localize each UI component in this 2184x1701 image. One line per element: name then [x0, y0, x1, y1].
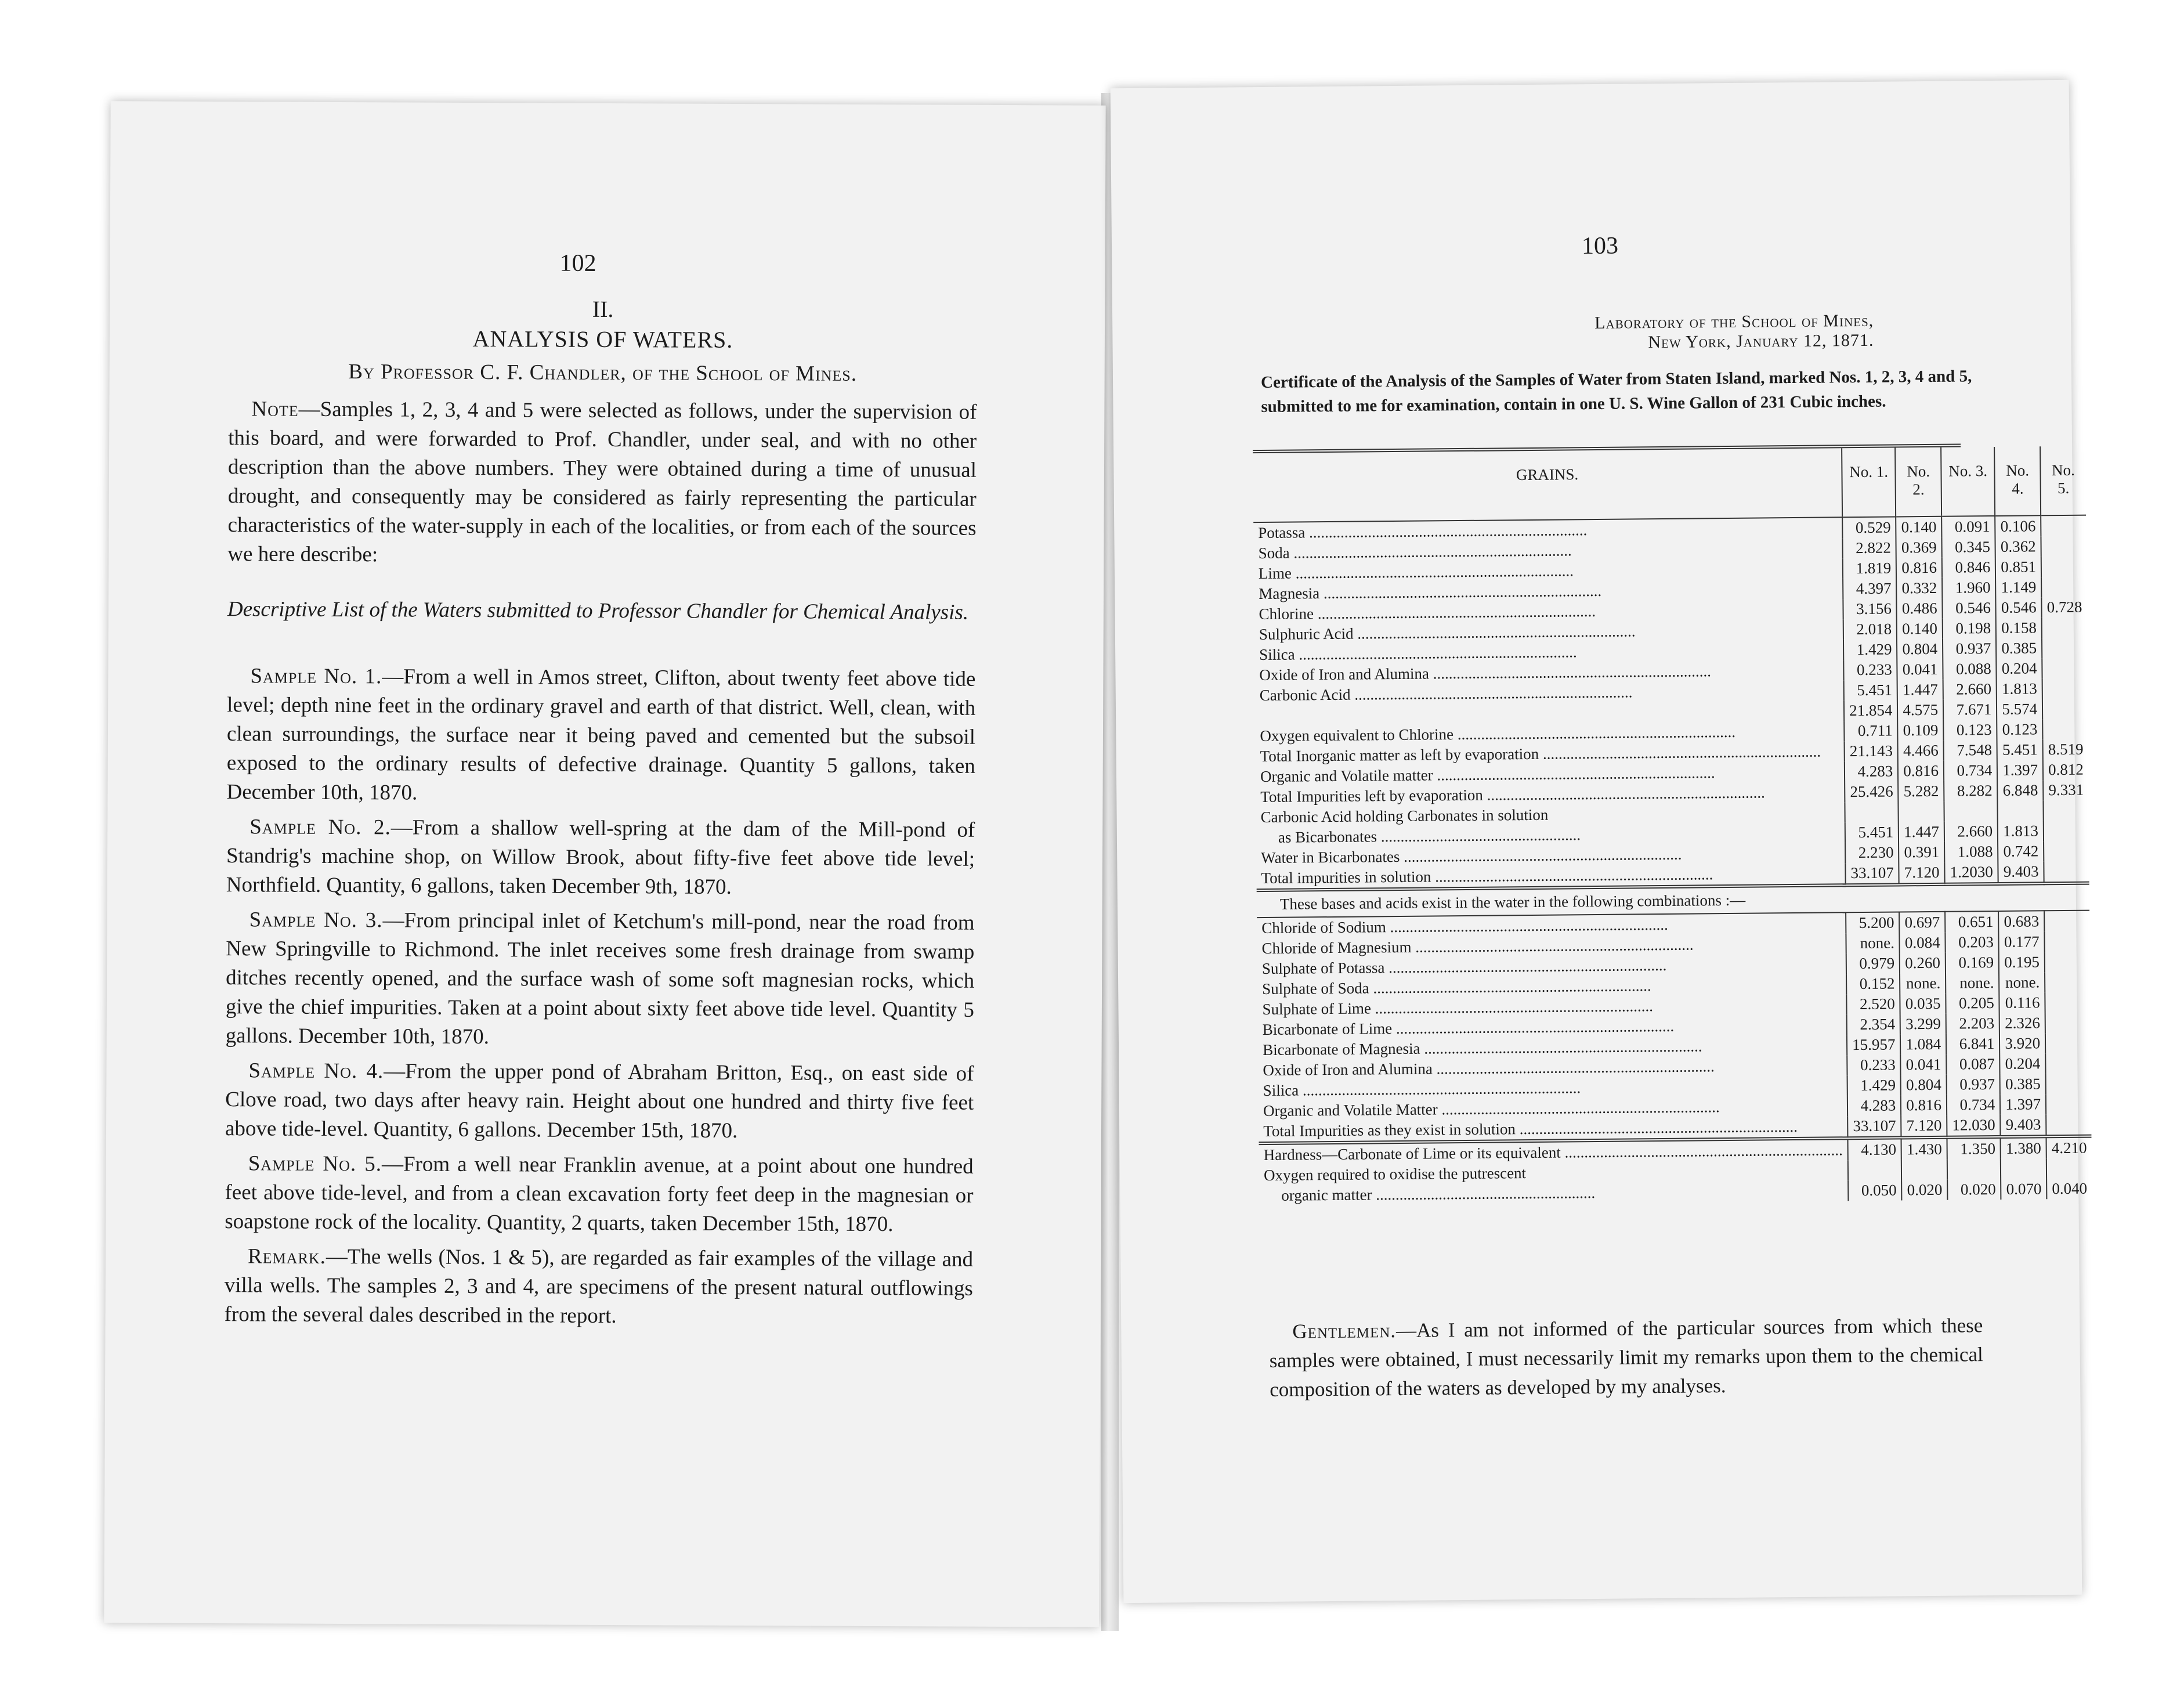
cell-value: 1.429 [1843, 639, 1897, 660]
header-no5: No. 5. [2040, 446, 2086, 516]
cell-value: none. [1999, 972, 2045, 993]
row-label: Hardness—Carbonate of Lime or its equivalent ....................................................................... [1263, 1141, 1843, 1164]
cell-value: 4.283 [1845, 761, 1899, 782]
cell-value: 0.158 [1996, 617, 2042, 638]
cell-value: 4.466 [1898, 741, 1944, 761]
remark-paragraph [224, 1242, 973, 1332]
cell-value: 0.204 [1997, 658, 2042, 679]
cell-value [2045, 972, 2090, 993]
dot-leader: ....................................................................... [1295, 562, 1574, 582]
table-body [1253, 515, 2092, 1206]
cell-value: 0.734 [1947, 1095, 2001, 1115]
cell-value: 2.354 [1847, 1014, 1901, 1035]
cell-value [2046, 1114, 2091, 1137]
cell-value: 1.350 [1947, 1137, 2001, 1160]
sample-paragraph [226, 662, 975, 810]
cell-value: 4.575 [1897, 700, 1943, 721]
sample-text: —From a shallow well-spring at the dam of the Mill-pond of Standrig's machine shop, on Willow Brook, about fifty-five feet above tide level; Northfield. Quantity, 6 gallons, taken December 9th, 1870. [226, 815, 975, 899]
row-label: Lime ....................................................................... [1258, 562, 1574, 583]
cell-value: 0.203 [1946, 932, 1999, 953]
cell-value: 0.198 [1943, 618, 1997, 639]
lab-line-1: Laboratory of the School of Mines, [1594, 310, 1874, 333]
cell-value: 1.149 [1995, 577, 2041, 598]
closing-label: Gentlemen. [1292, 1319, 1397, 1343]
cell-value: 0.812 [2043, 760, 2088, 781]
cell-value [2044, 931, 2089, 952]
cell-value: 0.087 [1946, 1054, 2000, 1075]
cell-value: 33.107 [1847, 1115, 1901, 1138]
cell-value [1901, 1160, 1947, 1180]
cell-value: 0.385 [2000, 1074, 2046, 1095]
cell-value: 0.260 [1900, 953, 1946, 974]
row-label: Chloride of Sodium ....................................................................... [1261, 915, 1668, 937]
cell-value: 0.711 [1844, 720, 1898, 741]
cell-value [2042, 699, 2088, 720]
cell-value [2045, 992, 2090, 1013]
cell-value: 7.120 [1901, 1115, 1947, 1138]
sample-text: —From principal inlet of Ketchum's mill-pond, near the road from New Springville to Richmond. The inlet receives some fresh drainage from swamp ditches recently opened, and the surface wash of some soft magnesian rocks, which give the chief impurities. Taken at a point about sixty feet above tide level. Quantity 5 gallons. December 10th, 1870. [225, 908, 975, 1049]
remark-text: —The wells (Nos. 1 & 5), are regarded as fair examples of the village and villa wells. The samples 2, 3 and 4, are specimens of the present natural outflowings from the several dales described in the report. [224, 1244, 974, 1328]
row-label: Silica ....................................................................... [1263, 1079, 1581, 1100]
header-no2: No. 2. [1895, 447, 1941, 517]
cell-value: 0.040 [2046, 1179, 2092, 1200]
cell-value: 9.403 [2000, 1114, 2046, 1137]
cell-value: 3.299 [1900, 1014, 1946, 1035]
dot-leader: ....................................................................... [1390, 915, 1668, 936]
cell-value: 0.109 [1898, 720, 1944, 741]
dot-leader: ....................................................................... [1293, 541, 1572, 562]
dot-leader: ....................................................................... [1302, 1079, 1581, 1099]
sample-label: Sample No. 5. [248, 1151, 382, 1176]
dot-leader: ....................................................................... [1487, 783, 1765, 804]
cell-value: 5.451 [1997, 739, 2043, 760]
cell-value: 12.030 [1947, 1115, 2001, 1137]
cell-value: 0.734 [1944, 760, 1998, 781]
lab-heading [1594, 311, 1874, 353]
row-label: Sulphate of Soda ....................................................................... [1262, 977, 1651, 998]
cell-value: 2.822 [1843, 537, 1897, 558]
cell-value: 0.529 [1842, 517, 1896, 538]
cell-value: 0.369 [1896, 537, 1942, 558]
page-number: 102 [559, 250, 596, 277]
cell-value: 7.120 [1899, 862, 1945, 885]
cell-value: 0.391 [1899, 842, 1944, 863]
cell-value: 0.233 [1847, 1054, 1901, 1075]
cell-value: 7.671 [1943, 699, 1997, 720]
row-label: Carbonic Acid holding Carbonates in solution [1260, 806, 1549, 826]
sample-text: —From the upper pond of Abraham Britton, Esq., on east side of Clove road, two days after heavy rain. Height about one hundred and thirty five feet above tide-level. Quantity, 6 gallons. December 15th, 1870. [225, 1059, 974, 1143]
cell-value: 21.143 [1845, 741, 1899, 761]
dot-leader: ....................................................................... [1357, 622, 1636, 642]
header-no4: No. 4. [1994, 446, 2041, 516]
cell-value: 0.362 [1995, 536, 2041, 557]
cell-value: 33.107 [1845, 862, 1899, 885]
cell-value: 8.282 [1944, 781, 1998, 801]
cell-value [2044, 800, 2089, 821]
row-label: Bicarbonate of Magnesia ....................................................................... [1262, 1037, 1702, 1059]
dot-leader: ....................................................................... [1441, 1098, 1720, 1118]
cell-value: 0.697 [1899, 912, 1945, 933]
cell-value: 25.426 [1845, 781, 1899, 802]
cell-value: 0.195 [1999, 952, 2045, 973]
cell-value: 5.282 [1898, 781, 1944, 802]
cell-value: 2.660 [1943, 679, 1997, 700]
dot-leader: ....................................................................... [1457, 723, 1736, 743]
cell-value [1944, 801, 1998, 822]
combinations-note: These bases and acids exist in the water in the following combinations :— [1257, 883, 2089, 918]
cell-value: 1.380 [2001, 1136, 2046, 1159]
dot-leader: ....................................................................... [1542, 742, 1821, 763]
cell-value: 6.848 [1997, 780, 2043, 801]
cell-value: 1.397 [2000, 1094, 2046, 1115]
cell-value: 3.156 [1843, 598, 1897, 619]
cell-value [2044, 821, 2089, 842]
cell-value: 0.979 [1846, 953, 1900, 974]
cell-value: 5.574 [1997, 699, 2042, 720]
cell-value [2044, 911, 2089, 932]
header-grains: GRAINS. [1253, 448, 1842, 522]
cell-value: 0.091 [1941, 516, 1995, 537]
note-paragraph [227, 395, 977, 572]
cell-value: 0.651 [1945, 911, 1999, 933]
cell-value: 6.841 [1946, 1034, 2000, 1054]
cell-value: 2.660 [1944, 821, 1998, 842]
dot-leader: ....................................................................... [1434, 865, 1713, 886]
cell-value [1845, 801, 1899, 822]
cell-value: 0.846 [1942, 557, 1996, 578]
cell-value: 1.813 [1997, 678, 2042, 699]
dot-leader: ....................................................................... [1317, 602, 1596, 623]
row-label: organic matter ........................................................ [1281, 1184, 1596, 1204]
sample-text: —From a well in Amos street, Clifton, about twenty feet above tide level; depth nine feet in the ordinary gravel and earth of that district. Well, clean, with clean surroundings, the surface near it being paved and cemented but the subsoil exposed to the ordinary results of defective drainage. Quantity 5 gallons, taken December 10th, 1870. [226, 664, 976, 805]
cell-value [2046, 1074, 2091, 1095]
dot-leader: ....................................................................... [1323, 582, 1602, 602]
cell-value: 2.326 [1999, 1013, 2045, 1034]
cell-value: 5.200 [1846, 912, 1900, 933]
page-103 [1111, 80, 2088, 1603]
cell-value: 9.331 [2043, 780, 2088, 801]
cell-value: 21.854 [1844, 700, 1898, 721]
cell-value [1899, 801, 1944, 822]
row-label: Sulphate of Potassa ....................................................................... [1261, 956, 1667, 978]
row-label: Oxygen equivalent to Chlorine ....................................................................... [1260, 723, 1736, 745]
sample-label: Sample No. 1. [250, 664, 382, 689]
cell-value: 1.088 [1944, 842, 1998, 862]
row-label: Oxide of Iron and Alumina ....................................................................... [1263, 1057, 1715, 1079]
cell-value: 1.447 [1899, 822, 1944, 843]
cell-value: 0.546 [1942, 598, 1996, 619]
cell-value: 0.742 [1998, 841, 2044, 862]
dot-leader: ....................................................................... [1308, 521, 1588, 541]
cell-value: 8.519 [2043, 739, 2088, 760]
cell-value: 4.210 [2046, 1136, 2092, 1159]
cell-value: 0.070 [2001, 1179, 2046, 1200]
cell-value: 0.035 [1900, 994, 1946, 1014]
row-label: Organic and Volatile Matter ....................................................................... [1263, 1098, 1720, 1120]
cell-value: 0.937 [1947, 1074, 2001, 1095]
cell-value: 0.332 [1896, 578, 1942, 599]
cell-value: 0.088 [1943, 659, 1997, 680]
page-number: 103 [1581, 232, 1619, 260]
cell-value: 1.397 [1997, 760, 2043, 781]
dot-leader: ....................................................................... [1433, 662, 1712, 682]
cell-value: 4.130 [1848, 1137, 1902, 1160]
row-label: Total Inorganic matter as left by evaporation ....................................................................... [1260, 742, 1821, 765]
cell-value [1947, 1159, 2001, 1180]
sample-paragraph [226, 812, 975, 903]
cell-value: none. [1900, 973, 1946, 994]
note-label: Note [251, 397, 299, 421]
cell-value: 0.041 [1901, 1054, 1947, 1075]
section-number: II. [592, 295, 614, 323]
cell-value: 0.385 [1996, 638, 2042, 659]
header-no1: No. 1. [1842, 447, 1896, 517]
cell-value: 0.804 [1901, 1075, 1947, 1096]
cell-value: 0.116 [1999, 992, 2045, 1013]
cell-value: 2.230 [1845, 842, 1899, 863]
row-label: Chlorine ....................................................................... [1259, 602, 1596, 623]
cell-value: 0.123 [1997, 719, 2043, 740]
cell-value: 4.397 [1843, 578, 1897, 599]
cell-value: 0.816 [1896, 558, 1942, 579]
sample-paragraph [226, 905, 975, 1054]
row-label: Oxide of Iron and Alumina ....................................................................... [1259, 662, 1712, 684]
cell-value: 0.084 [1900, 933, 1946, 954]
row-label: Bicarbonate of Lime ....................................................................... [1262, 1017, 1675, 1039]
dot-leader: ....................................................................... [1404, 845, 1682, 865]
cell-value: none. [1946, 973, 1999, 994]
cell-value: 2.520 [1846, 994, 1900, 1014]
sample-paragraph [225, 1149, 974, 1240]
cell-value: 0.816 [1901, 1095, 1947, 1116]
cell-value: none. [1846, 933, 1900, 954]
cell-value: 9.403 [1998, 861, 2044, 884]
row-label: Total impurities in solution ....................................................................... [1261, 865, 1713, 887]
cell-value: 0.937 [1943, 638, 1997, 659]
cell-value: 0.169 [1946, 952, 1999, 973]
cell-value [2001, 1158, 2046, 1179]
closing-paragraph [1269, 1311, 1983, 1404]
analysis-table [1253, 443, 2088, 1206]
dot-leader: ................................................... [1380, 826, 1581, 846]
note-text: —Samples 1, 2, 3, 4 and 5 were selected as follows, under the supervision of this board, and were forwarded to Prof. Chandler, under seal, and with no other description than the above numbers. They were obtained during a time of unusual drought, and consequently may be considered as fairly representing the particular characteristics of the water-supply in each of the localities, or from each of the sources we here describe: [227, 397, 977, 567]
cell-value: 0.106 [1995, 515, 2041, 537]
cell-value [2045, 1033, 2091, 1054]
cell-value: 3.920 [1999, 1033, 2045, 1054]
dot-leader: ....................................................................... [1299, 643, 1577, 663]
cell-value: 0.486 [1897, 598, 1943, 619]
byline: By Professor C. F. Chandler, of the School of Mines. [348, 360, 858, 386]
cell-value: 0.050 [1848, 1180, 1902, 1201]
cell-value: 1.430 [1901, 1137, 1947, 1160]
cell-value: 0.204 [2000, 1053, 2046, 1074]
cell-value: 4.283 [1847, 1095, 1901, 1116]
page-102 [104, 101, 1105, 1627]
dot-leader: ....................................................................... [1519, 1117, 1798, 1138]
dot-leader: ....................................................................... [1437, 764, 1715, 784]
cell-value: 7.548 [1944, 740, 1998, 761]
row-label: Water in Bicarbonates ....................................................................... [1261, 845, 1682, 867]
sample-paragraph [225, 1056, 974, 1147]
sample-list [224, 662, 975, 1332]
cell-value [1998, 800, 2044, 821]
row-label: Total Impurities left by evaporation ....................................................................... [1260, 783, 1765, 806]
cell-value [2045, 1053, 2091, 1074]
cell-value: 1.819 [1843, 558, 1897, 579]
row-label: Silica ....................................................................... [1259, 643, 1577, 664]
cell-value: 1.813 [1998, 821, 2044, 842]
dot-leader: ....................................................................... [1424, 1037, 1702, 1057]
dot-leader: ....................................................................... [1373, 977, 1651, 997]
cell-value: 2.203 [1946, 1013, 2000, 1034]
dot-leader: ....................................................................... [1354, 683, 1633, 703]
cell-value: 1.2030 [1944, 862, 1998, 884]
cell-value: 15.957 [1847, 1034, 1901, 1055]
cell-value: 5.451 [1844, 680, 1898, 700]
sample-label: Sample No. 3. [249, 908, 383, 933]
cell-value [2045, 952, 2090, 973]
closing-text: —As I am not informed of the particular sources from which these samples were obtained, I must necessarily limit my remarks upon them to the chemical composition of the waters as developed by my analyses. [1269, 1314, 1983, 1401]
row-label: Soda ....................................................................... [1258, 541, 1572, 562]
row-label: as Bicarbonates ................................................... [1278, 826, 1581, 846]
cell-value: 0.816 [1898, 761, 1944, 782]
dot-leader: ....................................................................... [1388, 956, 1667, 977]
sample-label: Sample No. 2. [250, 815, 391, 840]
cell-value: 0.140 [1896, 517, 1941, 538]
cell-value: 1.447 [1897, 680, 1943, 700]
cell-value: 0.152 [1846, 973, 1900, 994]
cell-value: 0.804 [1897, 639, 1943, 660]
cell-value: 0.140 [1897, 619, 1943, 640]
page-title: ANALYSIS OF WATERS. [472, 325, 733, 353]
cell-value [2044, 841, 2089, 862]
cell-value: 0.020 [1947, 1179, 2001, 1200]
cell-value: 0.683 [1998, 911, 2044, 932]
cell-value [2044, 861, 2089, 884]
row-label: Carbonic Acid ....................................................................... [1259, 683, 1633, 705]
row-label: Sulphuric Acid ....................................................................... [1259, 622, 1636, 644]
cell-value: 0.020 [1901, 1180, 1947, 1201]
cell-value: 0.728 [2041, 515, 2088, 699]
list-title: Descriptive List of the Waters submitted to Professor Chandler for Chemical Analysis. [227, 597, 969, 624]
sample-text: —From a well near Franklin avenue, at a point about one hundred feet above tide-level, and from a clean excavation forty feet deep in the magnesian or soapstone rock of the locality. Quantity, 2 quarts, taken December 15th, 1870. [225, 1152, 974, 1237]
dot-leader: ........................................................ [1376, 1184, 1596, 1204]
row-label: Total Impurities as they exist in solution ....................................................................... [1263, 1117, 1798, 1140]
cell-value [2046, 1158, 2092, 1179]
cell-value: 1.960 [1942, 577, 1996, 598]
cell-value: 1.429 [1847, 1075, 1901, 1096]
cell-value: 2.018 [1843, 619, 1897, 640]
cell-value [2042, 719, 2088, 740]
cell-value: 0.233 [1843, 659, 1897, 680]
cell-value: 0.041 [1897, 659, 1943, 680]
row-label: Potassa ....................................................................... [1258, 521, 1588, 542]
dot-leader: ....................................................................... [1436, 1057, 1715, 1078]
row-label: Sulphate of Lime ....................................................................... [1262, 997, 1654, 1019]
row-label: Organic and Volatile matter ....................................................................... [1260, 764, 1715, 786]
cell-value: 0.177 [1999, 931, 2045, 952]
dot-leader: ....................................................................... [1395, 1017, 1675, 1038]
header-no3: No. 3. [1941, 447, 1995, 517]
remark-label: Remark. [247, 1244, 326, 1269]
cell-value: 0.205 [1946, 993, 1999, 1014]
dot-leader: ....................................................................... [1564, 1141, 1843, 1161]
cell-value: 0.123 [1943, 720, 1997, 741]
cell-value: 5.451 [1845, 822, 1899, 843]
cell-value: 0.851 [1995, 557, 2041, 577]
cell-value [1848, 1160, 1902, 1180]
row-label: Chloride of Magnesium ....................................................................... [1261, 936, 1694, 958]
cell-value [2045, 1013, 2091, 1034]
cell-value: 1.084 [1900, 1034, 1946, 1055]
certificate-text: Certificate of the Analysis of the Samples of Water from Staten Island, marked Nos. 1, 2, 3, 4 and 5, submitted to me for examination, contain in one U. S. Wine Gallon of 231 Cubic inches. [1260, 367, 1972, 417]
dot-leader: ....................................................................... [1415, 936, 1694, 956]
lab-line-2: New York, January 12, 1871. [1648, 330, 1874, 352]
row-label: Magnesia ....................................................................... [1259, 582, 1602, 603]
cell-value: 0.546 [1996, 597, 2042, 618]
row-label: Oxygen required to oxidise the putrescent [1263, 1164, 1527, 1184]
dot-leader: ....................................................................... [1375, 997, 1654, 1017]
sample-label: Sample No. 4. [248, 1059, 384, 1084]
cell-value: 0.345 [1942, 537, 1996, 558]
cell-value [2046, 1094, 2091, 1115]
